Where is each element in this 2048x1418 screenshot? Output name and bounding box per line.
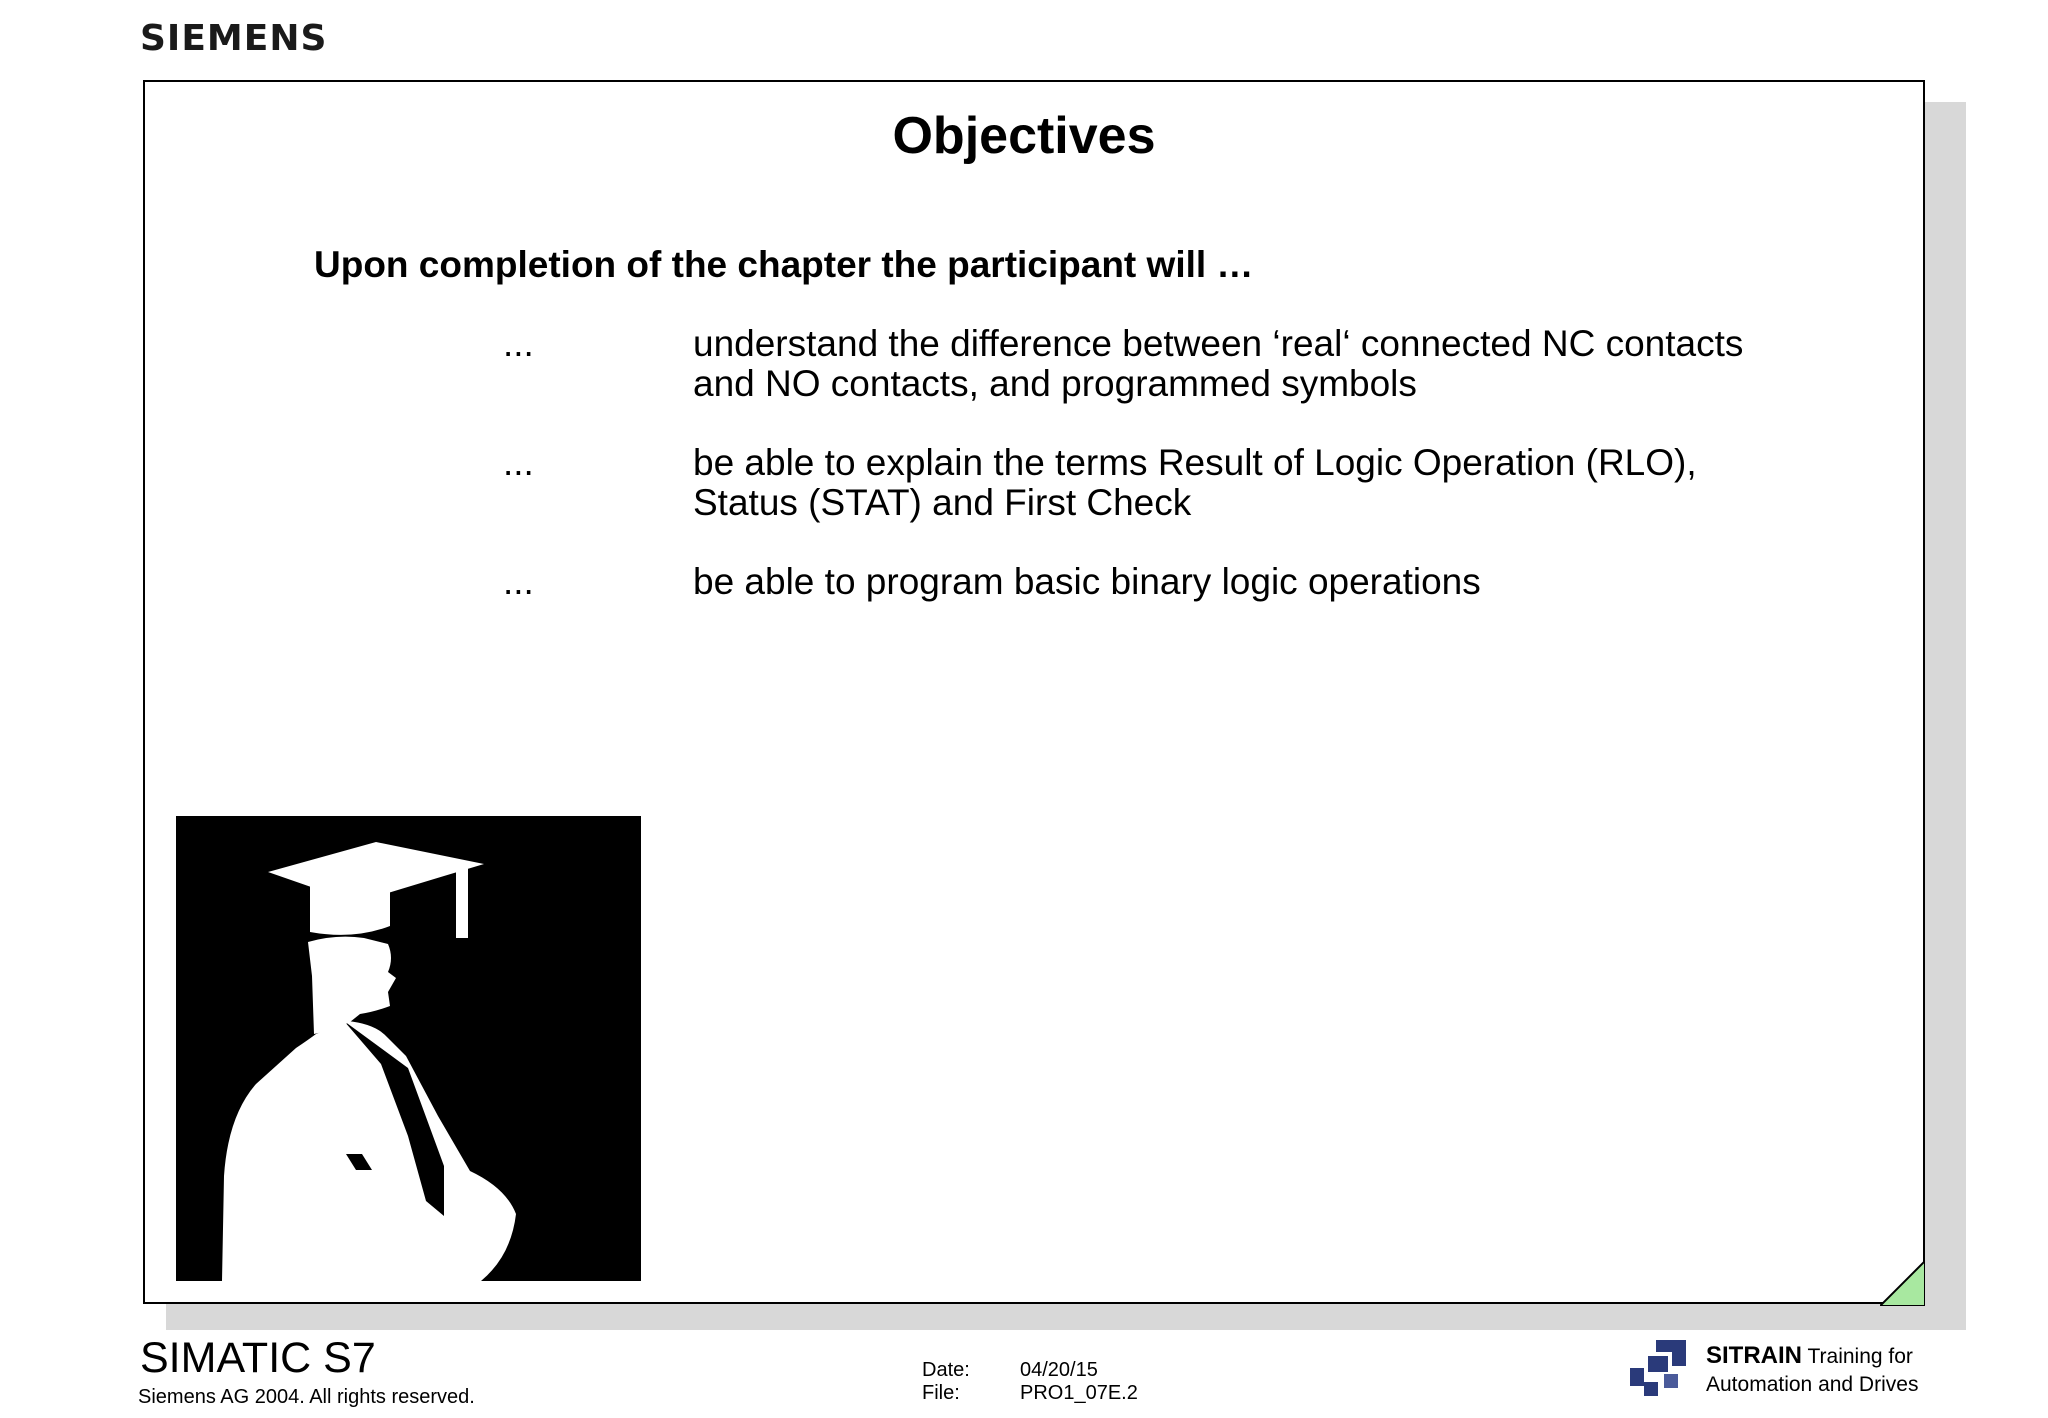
sitrain-brand (1706, 1342, 1918, 1399)
objective-marker: ... (503, 323, 534, 364)
lead-sentence: Upon completion of the chapter the participant will … (314, 244, 1254, 285)
graduate-icon (176, 816, 641, 1281)
objective-marker: ... (503, 442, 534, 483)
objective-line: understand the difference between ‘real‘ connected NC contacts (693, 323, 1744, 364)
objective-line: be able to program basic binary logic operations (693, 561, 1481, 602)
objective-marker: ... (503, 561, 534, 602)
objective-text (693, 562, 1893, 602)
objective-line: Status (STAT) and First Check (693, 482, 1192, 523)
date-label: Date: (922, 1359, 970, 1381)
objective-text (693, 324, 1893, 404)
sitrain-name: SITRAIN (1706, 1342, 1802, 1369)
copyright-text: Siemens AG 2004. All rights reserved. (138, 1386, 475, 1408)
objective-line: be able to explain the terms Result of Logic Operation (RLO), (693, 442, 1697, 483)
objective-line: and NO contacts, and programmed symbols (693, 363, 1417, 404)
page-corner-mark (1880, 1261, 1925, 1306)
file-label: File: (922, 1382, 960, 1404)
slide-title: Objectives (892, 107, 1156, 165)
product-name: SIMATIC S7 (140, 1334, 376, 1382)
siemens-logo: SIEMENS (140, 18, 328, 59)
date-value: 04/20/15 (1020, 1359, 1098, 1381)
file-value: PRO1_07E.2 (1020, 1382, 1138, 1404)
sitrain-tagline: Training for (1807, 1345, 1913, 1368)
sitrain-logo-icon (1628, 1338, 1688, 1398)
sitrain-line-1 (1706, 1342, 1918, 1371)
objective-text (693, 443, 1893, 523)
sitrain-line-2: Automation and Drives (1706, 1373, 1919, 1396)
